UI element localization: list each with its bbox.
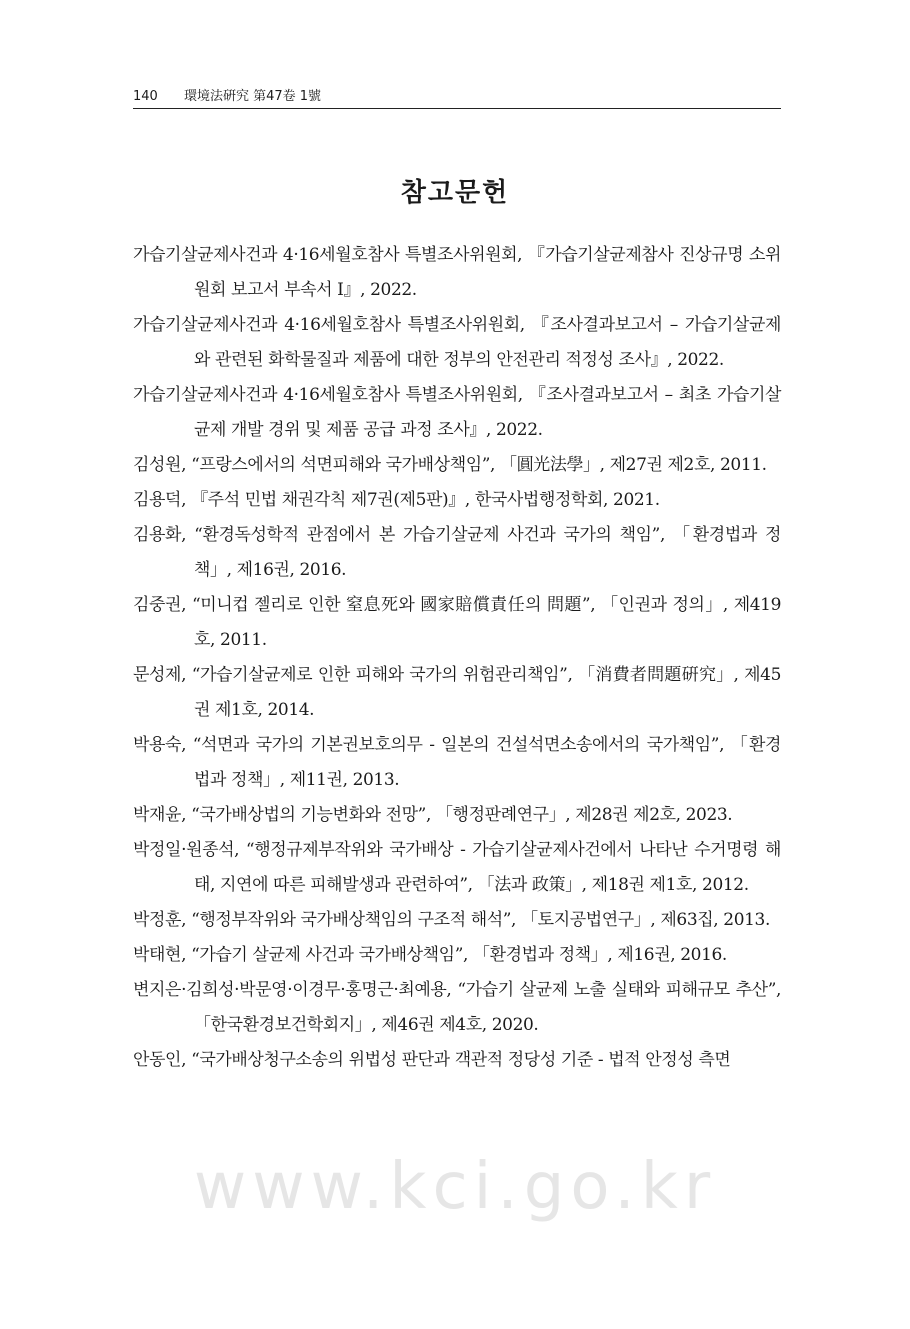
reference-entry: 박정일·원종석, “행정규제부작위와 국가배상 - 가습기살균제사건에서 나타난 수거명령 해태, 지연에 따른 피해발생과 관련하여”, 「法과 政策」, 제18권 제1호, 2012. (133, 840, 781, 895)
reference-entry: 박정훈, “행정부작위와 국가배상책임의 구조적 해석”, 「토지공법연구」, 제63집, 2013. (133, 910, 770, 930)
reference-entry: 가습기살균제사건과 4·16세월호참사 특별조사위원회, 『조사결과보고서 – 가습기살균제와 관련된 화학물질과 제품에 대한 정부의 안전관리 적정성 조사』, 2022. (133, 315, 781, 370)
reference-entry: 박용숙, “석면과 국가의 기본권보호의무 - 일본의 건설석면소송에서의 국가책임”, 「환경법과 정책」, 제11권, 2013. (133, 735, 781, 790)
reference-entry: 김용덕, 『주석 민법 채권각칙 제7권(제5판)』, 한국사법행정학회, 2021. (133, 490, 660, 510)
running-header (133, 88, 781, 109)
reference-entry: 박재윤, “국가배상법의 기능변화와 전망”, 「행정판례연구」, 제28권 제2호, 2023. (133, 805, 733, 825)
page-number: 140 (133, 89, 158, 104)
reference-entry: 김용화, “환경독성학적 관점에서 본 가습기살균제 사건과 국가의 책임”, 「환경법과 정책」, 제16권, 2016. (133, 525, 781, 580)
section-title: 참고문헌 (400, 178, 510, 208)
reference-entry: 문성제, “가습기살균제로 인한 피해와 국가의 위험관리책임”, 「消費者問題硏究」, 제45권 제1호, 2014. (133, 665, 781, 720)
reference-entry: 가습기살균제사건과 4·16세월호참사 특별조사위원회, 『조사결과보고서 – 최초 가습기살균제 개발 경위 및 제품 공급 과정 조사』, 2022. (133, 385, 781, 440)
reference-entry: 김중권, “미니컵 젤리로 인한 窒息死와 國家賠償責任의 問題”, 「인권과 정의」, 제419호, 2011. (133, 595, 781, 650)
reference-entry: 가습기살균제사건과 4·16세월호참사 특별조사위원회, 『가습기살균제참사 진상규명 소위원회 보고서 부속서 Ⅰ』, 2022. (133, 245, 781, 300)
reference-entry: 김성원, “프랑스에서의 석면피해와 국가배상책임”, 「圓光法學」, 제27권 제2호, 2011. (133, 455, 767, 475)
reference-entry: 박태현, “가습기 살균제 사건과 국가배상책임”, 「환경법과 정책」, 제16권, 2016. (133, 945, 727, 965)
reference-list (133, 238, 781, 1078)
journal-title: 環境法硏究 第47卷 1號 (183, 89, 322, 104)
watermark: www.kci.go.kr (193, 1150, 717, 1224)
reference-entry: 안동인, “국가배상청구소송의 위법성 판단과 객관적 정당성 기준 - 법적 안정성 측면 (133, 1050, 731, 1070)
reference-entry: 변지은·김희성·박문영·이경무·홍명근·최예용, “가습기 살균제 노출 실태와 피해규모 추산”, 「한국환경보건학회지」, 제46권 제4호, 2020. (133, 980, 781, 1035)
